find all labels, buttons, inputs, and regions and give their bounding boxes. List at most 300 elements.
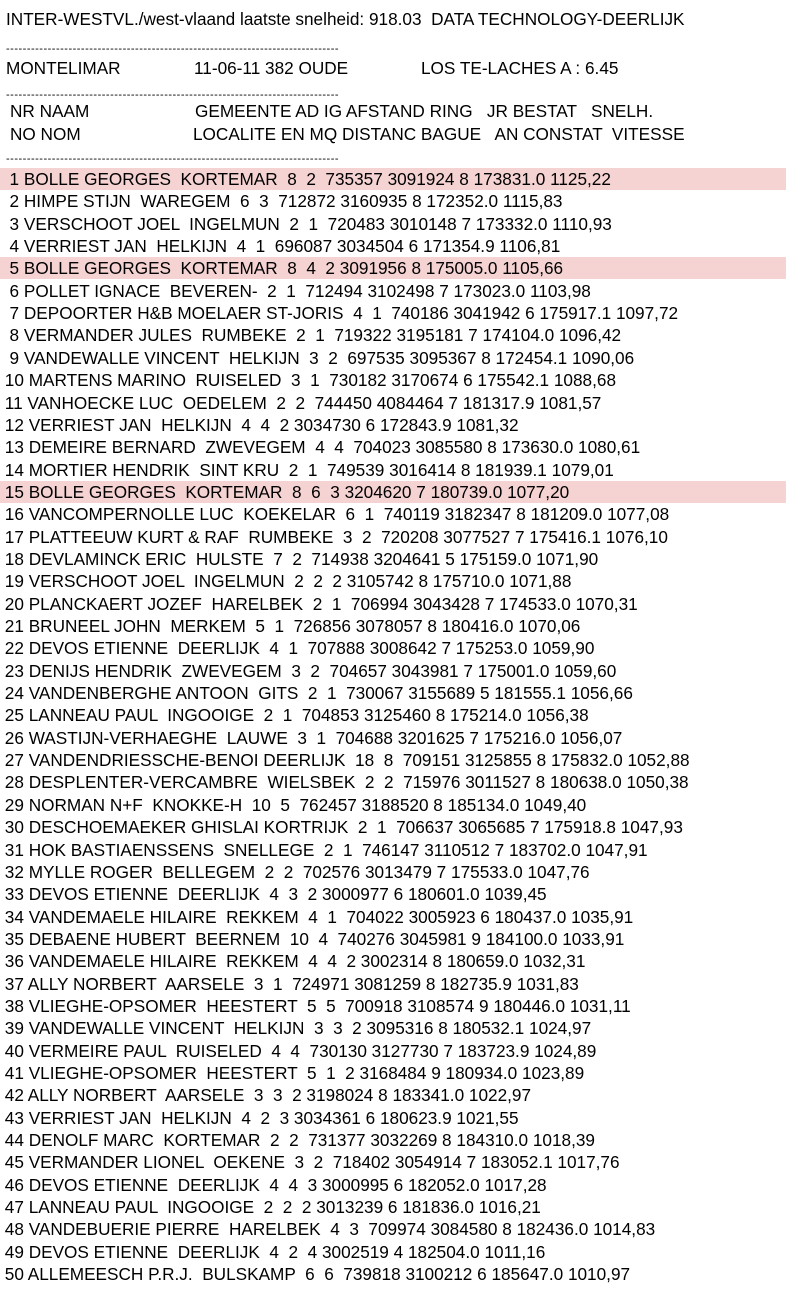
year: 6 [477, 1264, 492, 1285]
arrival-time: 173630.0 [501, 437, 579, 458]
year: 8 [459, 169, 474, 189]
row-number: 20 [4, 593, 29, 614]
year: 7 [468, 325, 483, 346]
arrival-time: 175159.0 [459, 548, 537, 569]
municipality: AARSELE [156, 1085, 254, 1106]
listed-count: 1 [307, 459, 327, 480]
entered-count: 2 [288, 459, 308, 480]
arrival-time: 175005.0 [425, 258, 503, 279]
listed-count: 4 [318, 928, 338, 949]
ring-number: 3085580 [415, 437, 488, 458]
table-row [0, 660, 786, 682]
fancier-name: VANDEWALLE VINCENT [28, 1018, 225, 1039]
table-row [0, 392, 786, 414]
municipality: HELKIJN [224, 1018, 314, 1039]
municipality: DEERLIJK [168, 884, 270, 905]
listed-count: 4 [260, 414, 280, 435]
year: 7 [463, 660, 478, 681]
row-number: 36 [4, 951, 29, 972]
race-place: MONTELIMAR [6, 58, 121, 78]
arrival-time: 172843.9 [379, 414, 457, 435]
speed: 1049,40 [524, 794, 587, 815]
year: 8 [502, 1219, 517, 1240]
distance: 740186 [391, 303, 454, 324]
arrival-time: 181209.0 [530, 504, 608, 525]
year: 8 [427, 616, 442, 636]
row-number: 41 [4, 1063, 29, 1083]
municipality: WAREGEM [130, 191, 241, 212]
distance: 718402 [332, 1152, 395, 1173]
ring-number: 3005923 [408, 906, 481, 927]
distance: 3 [307, 1174, 322, 1195]
entered-count: 4 [269, 1241, 289, 1262]
entered-count: 3 [342, 526, 363, 547]
row-number: 3 [4, 213, 24, 234]
distance: 706994 [350, 593, 414, 614]
race-info-line [0, 57, 800, 79]
year: 7 [436, 861, 452, 882]
table-row [0, 280, 786, 302]
speed: 1081,57 [539, 392, 602, 413]
speed: 1017,76 [557, 1152, 620, 1173]
fancier-name: VANDEMAELE HILAIRE [28, 951, 217, 972]
year: 7 [494, 839, 509, 860]
listed-count: 1 [274, 616, 294, 636]
fancier-name: VERSCHOOT JOEL [23, 213, 180, 234]
table-row [0, 727, 786, 749]
municipality: RUMBEKE [191, 325, 297, 346]
year: 7 [514, 526, 530, 547]
ring-number: 3160935 [340, 191, 413, 212]
row-number: 49 [4, 1241, 29, 1262]
fancier-name: VERRIEST JAN [23, 236, 147, 257]
table-row [0, 570, 786, 592]
fancier-name: VANDEWALLE VINCENT [23, 347, 220, 368]
ring-number: 3011527 [465, 772, 536, 793]
ring-number: 3054914 [394, 1152, 467, 1173]
row-number: 25 [4, 705, 29, 726]
arrival-time: 172454.1 [495, 347, 573, 368]
entered-count: 4 [269, 1174, 289, 1195]
distance: 700918 [345, 995, 408, 1016]
ring-number: 3198024 [306, 1085, 379, 1106]
distance: 735357 [325, 169, 388, 189]
arrival-time: 175216.0 [483, 727, 561, 748]
arrival-time: 184310.0 [456, 1130, 533, 1151]
speed: 1125,22 [550, 169, 611, 189]
municipality: RUISELED [185, 370, 292, 391]
row-number: 35 [4, 928, 29, 949]
listed-count: 1 [316, 727, 336, 748]
arrival-time: 180532.1 [452, 1018, 530, 1039]
arrival-time: 173023.0 [453, 280, 530, 301]
arrival-time: 180934.0 [445, 1063, 523, 1083]
municipality: HULSTE [186, 548, 274, 569]
table-row-highlighted [0, 481, 786, 503]
entered-count: 5 [306, 1063, 327, 1083]
entered-count: 10 [289, 928, 319, 949]
municipality [344, 303, 354, 323]
entered-count: 4 [308, 951, 328, 972]
distance: 4 [307, 1241, 322, 1262]
listed-count: 1 [372, 303, 392, 324]
row-number: 10 [4, 370, 29, 391]
separator-line: -------------------------------------------------------------------------------- [6, 90, 340, 100]
entered-count: 2 [263, 1197, 283, 1218]
municipality: ZWEVEGEM [171, 660, 292, 681]
year: 5 [479, 683, 495, 704]
distance: 712494 [305, 280, 368, 301]
fancier-name: VERSCHOOT JOEL [28, 571, 185, 592]
entered-count: 4 [269, 638, 289, 659]
municipality: AARSELE [156, 973, 254, 994]
listed-count: 2 [283, 861, 303, 882]
table-row [0, 1151, 786, 1173]
arrival-time: 180623.9 [379, 1107, 457, 1128]
ring-number: 3110512 [424, 839, 495, 860]
table-row [0, 190, 786, 212]
ring-number: 3095316 [366, 1018, 439, 1039]
listed-count: 2 [260, 1107, 280, 1128]
ring-number: 3201625 [397, 727, 470, 748]
distance: 704688 [335, 727, 398, 748]
arrival-time: 175918.8 [544, 817, 621, 838]
column-labels-fr: LOCALITE EN MQ DISTANC BAGUE AN CONSTAT VITESSE [193, 124, 685, 144]
listed-count: 1 [288, 638, 308, 659]
arrival-time: 182436.0 [516, 1219, 594, 1240]
arrival-time: 175001.0 [477, 660, 555, 681]
distance: 730067 [346, 683, 409, 704]
arrival-time: 180416.0 [441, 616, 519, 636]
year: 8 [535, 772, 551, 793]
arrival-time: 180739.0 [430, 481, 508, 502]
table-row [0, 1017, 786, 1039]
arrival-time: 184100.0 [485, 928, 563, 949]
table-row [0, 324, 786, 346]
table-row [0, 347, 786, 369]
municipality: INGOOIGE [157, 705, 264, 726]
year: 7 [443, 1040, 458, 1061]
arrival-time: 182052.0 [407, 1174, 485, 1195]
year: 8 [516, 504, 531, 525]
listed-count: 1 [315, 325, 335, 346]
distance: 714938 [311, 548, 374, 569]
municipality: KORTEMAR [171, 169, 288, 189]
table-row [0, 794, 786, 816]
table-row [0, 973, 786, 995]
entered-count: 3 [297, 727, 317, 748]
table-row [0, 1263, 786, 1285]
municipality: HELKIJN [151, 414, 242, 435]
distance: 706637 [396, 817, 459, 838]
ring-number: 3188520 [361, 794, 434, 815]
listed-count: 1 [255, 236, 275, 257]
entered-count: 2 [296, 325, 316, 346]
table-row [0, 928, 786, 950]
table-row-highlighted [0, 257, 786, 279]
speed: 1105,66 [502, 258, 564, 279]
speed: 1023,89 [522, 1063, 585, 1083]
ring-number: 3170674 [391, 370, 464, 391]
fancier-name: DENIJS HENDRIK [28, 660, 172, 681]
entered-count: 3 [309, 347, 329, 368]
fancier-name: WASTIJN-VERHAEGHE [28, 727, 218, 748]
entered-count: 2 [263, 705, 283, 726]
speed: 1115,83 [502, 191, 563, 212]
fancier-name: VERRIEST JAN [28, 1107, 152, 1128]
distance: 704853 [301, 705, 365, 726]
listed-count: 3 [349, 1219, 369, 1240]
entered-count: 6 [345, 504, 365, 525]
row-number: 40 [4, 1040, 29, 1061]
row-number: 8 [4, 325, 24, 346]
ring-number: 3204641 [373, 548, 446, 569]
municipality: HELKIJN [151, 1107, 242, 1128]
race-date-info: 11-06-11 382 OUDE [194, 58, 349, 78]
speed: 1110,93 [552, 213, 612, 234]
distance: 719322 [334, 325, 397, 346]
entered-count: 5 [306, 995, 327, 1016]
speed: 1076,10 [605, 526, 668, 547]
row-number: 23 [4, 660, 29, 681]
distance: 2 [325, 258, 340, 279]
distance: 730130 [309, 1040, 372, 1061]
distance: 704022 [346, 906, 409, 927]
municipality: ZWEVEGEM [195, 437, 316, 458]
row-number: 50 [4, 1264, 28, 1285]
arrival-time: 185134.0 [447, 794, 525, 815]
distance: 2 [292, 1085, 307, 1106]
row-number: 21 [4, 616, 29, 636]
entered-count: 8 [287, 169, 307, 189]
speed: 1070,31 [575, 593, 638, 614]
ring-number: 3045981 [399, 928, 472, 949]
year: 7 [469, 727, 484, 748]
ring-number: 3204620 [344, 481, 417, 502]
fancier-name: DEMEIRE BERNARD [28, 437, 196, 458]
year: 6 [463, 370, 478, 391]
distance: 726856 [293, 616, 356, 636]
speed: 1022,97 [468, 1085, 532, 1106]
distance: 2 [301, 1197, 317, 1218]
ring-number: 3016414 [389, 459, 461, 480]
year: 6 [365, 1107, 380, 1128]
speed: 1014,83 [593, 1219, 656, 1240]
fancier-name: MARTENS MARINO [28, 370, 186, 391]
fancier-name: NORMAN N+F [28, 794, 143, 815]
entered-count: 4 [315, 437, 335, 458]
listed-count: 8 [383, 750, 403, 771]
year: 8 [481, 347, 496, 368]
speed: 1047,93 [620, 817, 683, 838]
listed-count: 6 [324, 1264, 344, 1285]
entered-count: 6 [305, 1264, 325, 1285]
arrival-time: 181836.0 [402, 1197, 479, 1218]
fancier-name: VANDENBERGHE ANTOON [28, 683, 249, 704]
arrival-time: 180601.0 [407, 884, 485, 905]
listed-count: 4 [306, 258, 326, 279]
fancier-name: DEPOORTER H&B MOELAER ST-JORIS [23, 303, 344, 324]
municipality: BEERNEM [185, 928, 290, 949]
entered-count: 8 [287, 258, 307, 279]
row-number: 2 [4, 191, 24, 212]
listed-count: 1 [310, 370, 330, 391]
municipality: DEERLIJK [168, 1174, 270, 1195]
municipality: SNELLEGE [213, 839, 324, 860]
municipality: HELKIJN [219, 347, 310, 368]
ring-number: 3102498 [367, 280, 440, 301]
listed-count: 2 [292, 548, 312, 569]
ring-number: 3081259 [354, 973, 426, 994]
table-row [0, 1129, 786, 1151]
distance: 3 [330, 481, 345, 502]
listed-count: 1 [331, 593, 351, 614]
fancier-name: POLLET IGNACE [23, 280, 161, 301]
fancier-name: DEVOS ETIENNE [28, 1241, 169, 1262]
year: 8 [432, 951, 447, 972]
entered-count: 4 [236, 236, 256, 257]
distance: 2 [332, 571, 347, 592]
table-row [0, 1218, 786, 1240]
arrival-time: 175253.0 [455, 638, 533, 659]
arrival-time: 175832.0 [550, 750, 628, 771]
distance: 704023 [353, 437, 416, 458]
entered-count: 10 [251, 794, 281, 815]
municipality: RUMBEKE [238, 526, 343, 547]
row-number: 32 [4, 861, 29, 882]
year: 5 [445, 548, 460, 569]
fancier-name: BRUNEEL JOHN [28, 616, 161, 636]
fancier-name: MYLLE ROGER [28, 861, 153, 882]
table-row [0, 816, 786, 838]
speed: 1056,07 [560, 727, 623, 748]
municipality: KOEKELAR [233, 504, 346, 525]
entered-count: 18 [355, 750, 384, 771]
speed: 1011,16 [484, 1241, 546, 1262]
municipality: HARELBEK [201, 593, 313, 614]
distance: 697535 [347, 347, 410, 368]
fancier-name: ALLY NORBERT [27, 973, 157, 994]
fancier-name: VERRIEST JAN [28, 414, 152, 435]
table-row [0, 503, 786, 525]
arrival-time: 181555.1 [494, 683, 571, 704]
arrival-time: 175917.1 [539, 303, 616, 324]
municipality: BELLEGEM [152, 861, 265, 882]
year: 7 [529, 817, 545, 838]
year: 8 [418, 571, 433, 592]
column-header-fr [0, 123, 800, 145]
arrival-time: 175416.1 [529, 526, 606, 547]
speed: 1059,90 [532, 638, 595, 659]
row-number: 9 [4, 347, 24, 368]
arrival-time: 182504.0 [407, 1241, 485, 1262]
row-number: 47 [4, 1197, 29, 1218]
entered-count: 7 [273, 548, 293, 569]
entered-count: 6 [240, 191, 260, 212]
municipality: BEVEREN- [160, 280, 268, 301]
ring-number: 3078057 [355, 616, 428, 636]
row-number: 4 [4, 236, 24, 257]
arrival-time: 185647.0 [491, 1264, 568, 1285]
ring-number: 3195181 [396, 325, 469, 346]
row-number: 43 [4, 1107, 29, 1128]
ring-number: 3108574 [407, 995, 479, 1016]
speed: 1079,01 [551, 459, 614, 480]
municipality: KORTEMAR [153, 1130, 270, 1151]
fancier-name: HOK BASTIAENSSENS [28, 839, 214, 860]
year: 8 [425, 973, 441, 994]
fancier-name: BOLLE GEORGES [23, 258, 171, 279]
table-row [0, 302, 786, 324]
separator-line: -------------------------------------------------------------------------------- [6, 44, 340, 54]
entered-count: 4 [241, 414, 261, 435]
municipality: HARELBEK [219, 1219, 331, 1240]
row-number: 22 [4, 638, 29, 659]
speed: 1024,97 [529, 1018, 592, 1039]
row-number: 7 [4, 303, 24, 324]
ring-number: 3125855 [464, 750, 537, 771]
arrival-time: 173332.0 [475, 213, 553, 234]
table-row [0, 1241, 786, 1263]
distance: 762457 [299, 794, 362, 815]
distance: 696087 [274, 236, 337, 257]
row-number: 29 [4, 794, 29, 815]
fancier-name: ALLEMEESCH P.R.J. [27, 1264, 193, 1285]
row-number: 38 [4, 995, 29, 1016]
year: 8 [412, 191, 427, 212]
row-number: 19 [4, 571, 29, 592]
column-label-nr-naam: NR NAAM [10, 101, 90, 121]
row-number: 27 [4, 750, 29, 771]
fancier-name: VERMANDER JULES [23, 325, 192, 346]
speed: 1031,83 [516, 973, 579, 994]
row-number: 14 [4, 459, 29, 480]
entered-count: 4 [241, 1107, 261, 1128]
listed-count: 4 [290, 1040, 310, 1061]
year: 7 [466, 1152, 481, 1173]
distance: 724971 [292, 973, 355, 994]
entered-count: 2 [364, 772, 384, 793]
release-time: LOS TE-LACHES A : 6.45 [421, 58, 619, 78]
listed-count: 5 [280, 794, 300, 815]
arrival-time: 173831.0 [473, 169, 551, 189]
listed-count: 1 [327, 683, 347, 704]
year: 8 [442, 1130, 457, 1151]
speed: 1033,91 [562, 928, 625, 949]
table-row [0, 369, 786, 391]
arrival-time: 183723.9 [457, 1040, 535, 1061]
listed-count: 2 [289, 1130, 309, 1151]
row-number: 6 [4, 280, 24, 301]
listed-count: 4 [334, 437, 354, 458]
municipality [345, 750, 355, 770]
ring-number: 3013239 [316, 1197, 388, 1218]
row-number: 33 [4, 884, 29, 905]
row-number: 18 [4, 548, 29, 569]
table-row [0, 839, 786, 861]
table-row [0, 213, 786, 235]
table-row [0, 1084, 786, 1106]
municipality: KORTEMAR [175, 481, 292, 502]
entered-count: 3 [291, 660, 311, 681]
distance: 720483 [327, 213, 390, 234]
entered-count: 3 [253, 1085, 273, 1106]
municipality: INGELMUN [184, 571, 295, 592]
table-row [0, 593, 786, 615]
year: 6 [393, 884, 408, 905]
row-number: 16 [4, 504, 29, 525]
row-number: 31 [4, 839, 29, 860]
